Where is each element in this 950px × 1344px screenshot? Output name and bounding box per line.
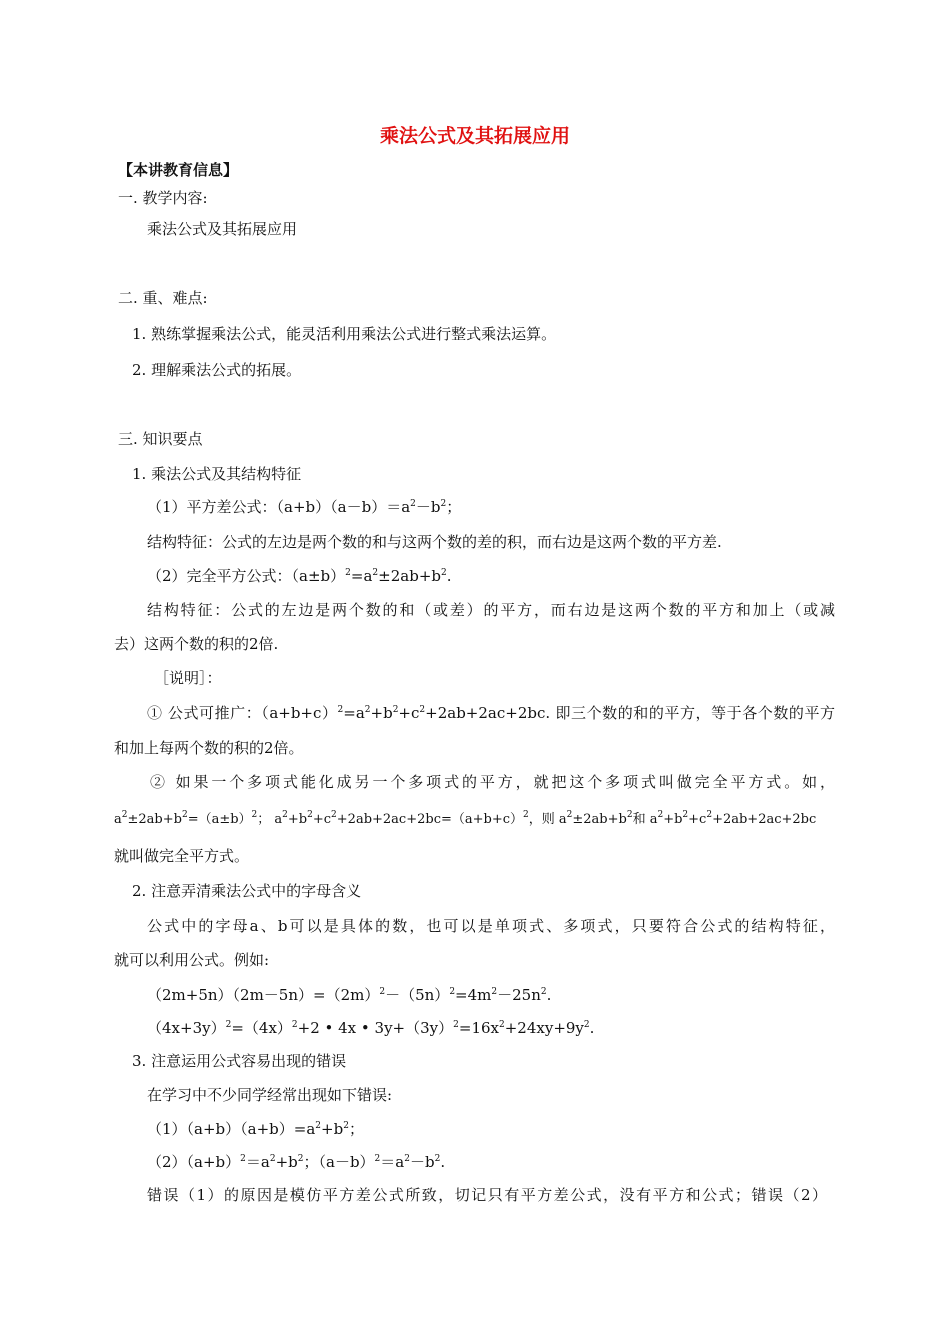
formula-perfect-square: （2）完全平方公式：$(a\pm b)^2=a^2\pm 2ab+b^2$. bbox=[147, 567, 452, 585]
example-1: $(2m+5n)(2m-5n)=(2m)^2-(5n)^2=4m^2-25n^2$. bbox=[147, 986, 552, 1004]
point-3-heading: 3. 注意运用公式容易出现的错误 bbox=[132, 1052, 347, 1070]
section-2-heading: 二. 重、难点: bbox=[118, 289, 208, 307]
page-title: 乘法公式及其拓展应用 bbox=[379, 125, 570, 147]
section-2-item-2: 2. 理解乘法公式的拓展。 bbox=[132, 361, 302, 379]
point-3-line-1: 在学习中不少同学经常出现如下错误: bbox=[147, 1086, 393, 1104]
error-explanation: 错误（1）的原因是模仿平方差公式所致，切记只有平方差公式，没有平方和公式；错误（2） bbox=[147, 1186, 827, 1204]
point-2-line-1: 公式中的字母a、b可以是具体的数，也可以是单项式、多项式，只要符合公式的结构特征， bbox=[147, 917, 835, 935]
point-2-heading: 2. 注意弄清乘法公式中的字母含义 bbox=[132, 882, 362, 900]
note-2-line-3: 就叫做完全平方式。 bbox=[114, 847, 250, 865]
note-1-line-1: ① 公式可推广：$(a+b+c)^2=a^2+b^2+c^2+2ab+2ac+2bc$. 即三个数的和的平方，等于各个数的平方 bbox=[147, 704, 836, 722]
error-example-1: $(1)(a+b)(a+b)=a^2+b^2$； bbox=[147, 1120, 364, 1138]
section-header: 【本讲教育信息】 bbox=[118, 161, 239, 179]
note-2-line-1: ② 如果一个多项式能化成另一个多项式的平方，就把这个多项式叫做完全平方式。如， bbox=[150, 773, 835, 791]
structure-feature-2-line-1: 结构特征：公式的左边是两个数的和（或差）的平方，而右边是这两个数的平方和加上（或减 bbox=[147, 601, 835, 619]
section-1-content: 乘法公式及其拓展应用 bbox=[147, 220, 298, 238]
point-2-line-2: 就可以利用公式。例如: bbox=[114, 951, 270, 969]
structure-feature-2-line-2: 去）这两个数的积的2倍. bbox=[114, 635, 279, 653]
note-1-line-2: 和加上每两个数的积的2倍。 bbox=[114, 739, 304, 757]
note-label: ［说明］： bbox=[154, 669, 222, 687]
example-2: $(4x+3y)^2=(4x)^2+2$ • 4x • $3y+(3y)^2=16x^2+24xy+9y^2$. bbox=[147, 1019, 595, 1037]
point-1-heading: 1. 乘法公式及其结构特征 bbox=[132, 465, 302, 483]
error-example-2: $(2)(a+b)^2=a^2+b^2$；$(a-b)^2=a^2-b^2$. bbox=[147, 1153, 446, 1171]
section-2-item-1: 1. 熟练掌握乘法公式，能灵活利用乘法公式进行整式乘法运算。 bbox=[132, 325, 557, 343]
note-2-examples: $a^2\pm 2ab+b^2=(a\pm b)^2$； $a^2+b^2+c^2+2ab+2ac+2bc=(a+b+c)^2$，则 $a^2\pm 2ab+b^2$和 $a^2+b^2+c^2+2ab+2ac+2bc$ bbox=[114, 810, 817, 827]
section-1-heading: 一. 教学内容: bbox=[118, 189, 208, 207]
formula-difference-of-squares: （1）平方差公式：$(a+b)(a-b)=a^2-b^2$； bbox=[147, 498, 462, 516]
structure-feature-1: 结构特征：公式的左边是两个数的和与这两个数的差的积，而右边是这两个数的平方差. bbox=[147, 533, 722, 551]
section-3-heading: 三. 知识要点 bbox=[118, 430, 203, 448]
